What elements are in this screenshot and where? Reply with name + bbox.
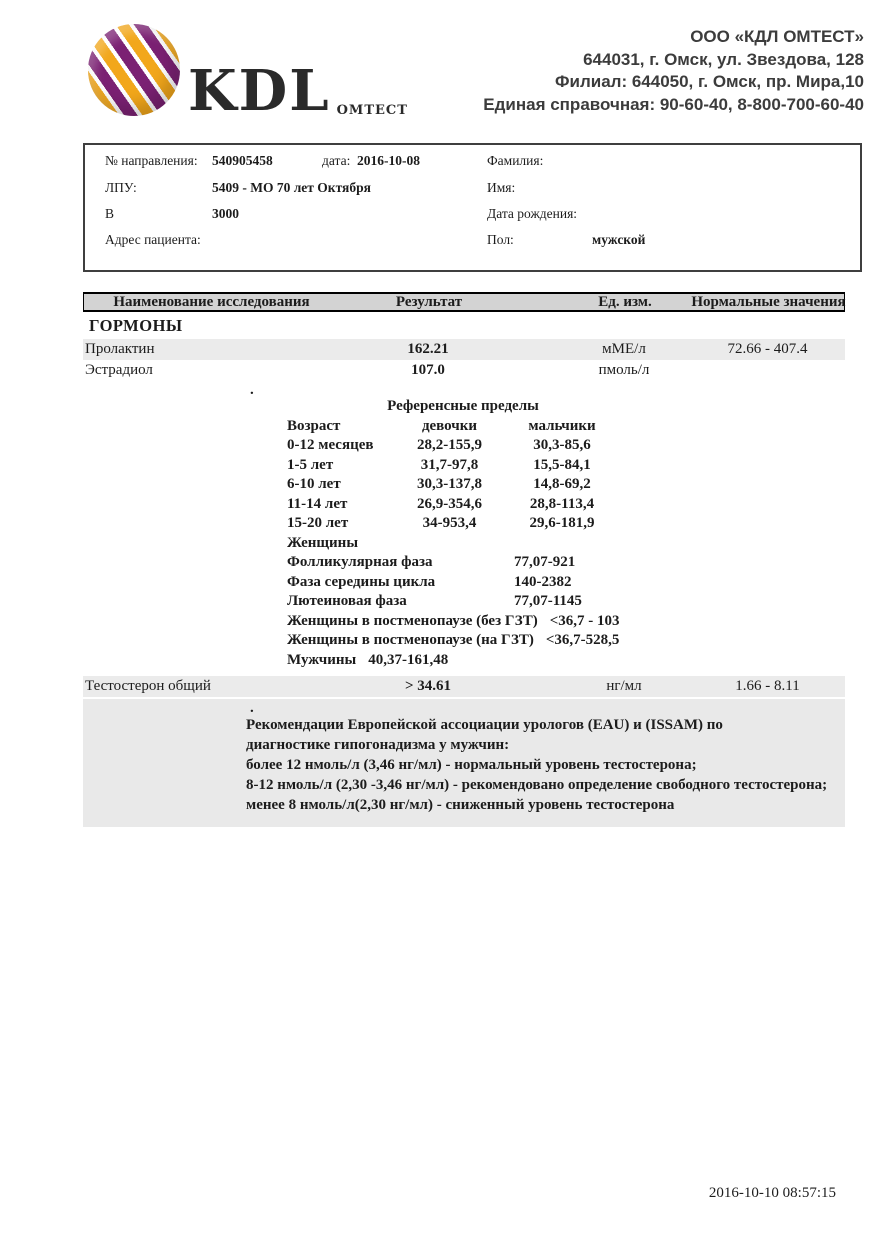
reference-row	[287, 514, 845, 534]
report-header	[88, 22, 864, 124]
date-label: дата:	[322, 153, 351, 168]
test-result: 107.0	[411, 362, 445, 378]
age-col-header: Возраст	[287, 417, 341, 434]
col-header-name: Наименование исследования	[113, 294, 310, 310]
reference-row	[287, 631, 845, 651]
age-range: 0-12 месяцев	[287, 437, 374, 453]
test-normal: 72.66 - 407.4	[727, 341, 808, 357]
reference-row	[287, 495, 845, 515]
company-name: ООО «КДЛ ОМТЕСТ»	[690, 27, 864, 46]
test-unit: пмоль/л	[598, 362, 650, 378]
phase-range: 140-2382	[514, 573, 572, 590]
col-header-result: Результат	[395, 294, 463, 310]
table-row-estradiol	[83, 360, 845, 381]
test-result: > 34.61	[404, 678, 452, 694]
reference-row	[287, 553, 845, 573]
girls-range: 30,3-137,8	[417, 476, 482, 492]
age-range: 11-14 лет	[287, 495, 348, 512]
age-range: 1-5 лет	[287, 456, 334, 473]
print-timestamp: 2016-10-10 08:57:15	[708, 1185, 836, 1201]
recommendation-line: Рекомендации Европейской ассоциации урологов (EAU) и (ISSAM) по	[246, 717, 723, 733]
phase-label: Фаза середины цикла	[287, 573, 436, 590]
results-table-header	[83, 292, 845, 312]
sex-value: мужской	[592, 232, 646, 247]
recommendation-line: более 12 нмоль/л (3,46 нг/мл) - нормальный уровень тестостерона;	[246, 757, 697, 773]
birthdate-label: Дата рождения:	[487, 206, 578, 221]
reference-row	[287, 651, 845, 671]
company-phones: Единая справочная: 90-60-40, 8-800-700-60-40	[483, 94, 864, 114]
reference-row	[287, 475, 845, 495]
surname-label: Фамилия:	[487, 153, 544, 168]
boys-range: 14,8-69,2	[533, 476, 591, 492]
phase-range: 77,07-921	[514, 554, 576, 570]
company-address: 644031, г. Омск, ул. Звездова, 128	[583, 49, 864, 69]
reference-row	[287, 592, 845, 612]
referral-value: 540905458	[212, 153, 273, 168]
phase-range: 77,07-1145	[514, 593, 582, 609]
boys-range: 30,3-85,6	[533, 437, 591, 453]
logo-subtext: ОМТЕСТ	[336, 103, 408, 118]
recommendation-line: 8-12 нмоль/л (2,30 -3,46 нг/мл) - рекомендовано определение свободного тестостерона;	[246, 777, 828, 793]
lpu-label: ЛПУ:	[105, 180, 137, 195]
v-value: 3000	[212, 206, 239, 221]
girls-col-header: девочки	[421, 417, 478, 434]
test-unit: мМЕ/л	[602, 341, 646, 357]
company-info	[483, 26, 864, 116]
girls-range: 28,2-155,9	[417, 437, 482, 453]
sex-label: Пол:	[487, 232, 514, 247]
test-unit: нг/мл	[606, 678, 642, 694]
reference-title: Референсные пределы	[387, 398, 539, 414]
date-value: 2016-10-08	[357, 153, 420, 168]
table-row-prolactin	[83, 339, 845, 360]
age-range: 15-20 лет	[287, 515, 349, 531]
phase-range: <36,7-528,5	[545, 632, 620, 648]
girls-range: 31,7-97,8	[420, 456, 479, 473]
phase-range: <36,7 - 103	[549, 612, 620, 629]
reference-col-headers	[287, 417, 845, 437]
address-label: Адрес пациента:	[105, 232, 201, 247]
v-label: В	[105, 206, 115, 221]
test-result: 162.21	[407, 341, 449, 357]
reference-row	[287, 436, 845, 456]
section-title-hormones: ГОРМОНЫ	[89, 316, 183, 335]
col-header-normal: Нормальные значения	[691, 294, 846, 310]
girls-range: 34-953,4	[422, 515, 477, 531]
reference-row	[287, 573, 845, 593]
col-header-unit: Ед. изм.	[598, 294, 652, 310]
recommendation-line: диагностике гипогонадизма у мужчин:	[246, 737, 510, 753]
test-name: Пролактин	[85, 341, 155, 357]
comment-dot: .	[250, 700, 254, 716]
firstname-label: Имя:	[487, 180, 516, 195]
recommendation-line: менее 8 нмоль/л(2,30 нг/мл) - сниженный уровень тестостерона	[246, 797, 675, 813]
referral-label: № направления:	[105, 153, 198, 168]
girls-range: 26,9-354,6	[417, 495, 482, 512]
women-section-label: Женщины	[287, 534, 359, 551]
test-name: Эстрадиол	[85, 362, 153, 378]
boys-range: 15,5-84,1	[533, 456, 591, 473]
phase-label: Лютеиновая фаза	[287, 593, 407, 609]
phase-range: 40,37-161,48	[368, 651, 449, 668]
results-table	[83, 292, 845, 827]
kdl-logo	[88, 22, 408, 124]
phase-label: Фолликулярная фаза	[287, 554, 433, 570]
company-branch: Филиал: 644050, г. Омск, пр. Мира,10	[554, 72, 864, 91]
logo-text: KDL	[188, 58, 331, 124]
patient-info-box	[83, 143, 862, 272]
boys-range: 28,8-113,4	[529, 495, 595, 512]
testosterone-recommendations-block	[83, 699, 845, 827]
boys-range: 29,6-181,9	[529, 515, 595, 531]
table-row-testosterone	[83, 676, 845, 697]
estradiol-reference-block	[83, 381, 845, 676]
test-normal: 1.66 - 8.11	[735, 678, 800, 694]
age-range: 6-10 лет	[287, 476, 341, 492]
phase-label: Женщины в постменопаузе (на ГЗТ)	[287, 632, 534, 648]
test-name: Тестостерон общий	[85, 678, 211, 694]
comment-dot: .	[250, 382, 254, 398]
boys-col-header: мальчики	[528, 417, 596, 434]
reference-row	[287, 612, 845, 632]
lpu-value: 5409 - МО 70 лет Октября	[212, 180, 371, 195]
phase-label: Женщины в постменопаузе (без ГЗТ)	[287, 612, 538, 629]
reference-row	[287, 456, 845, 476]
phase-label: Мужчины	[287, 651, 357, 668]
kdl-sphere-logo-icon	[88, 24, 180, 116]
